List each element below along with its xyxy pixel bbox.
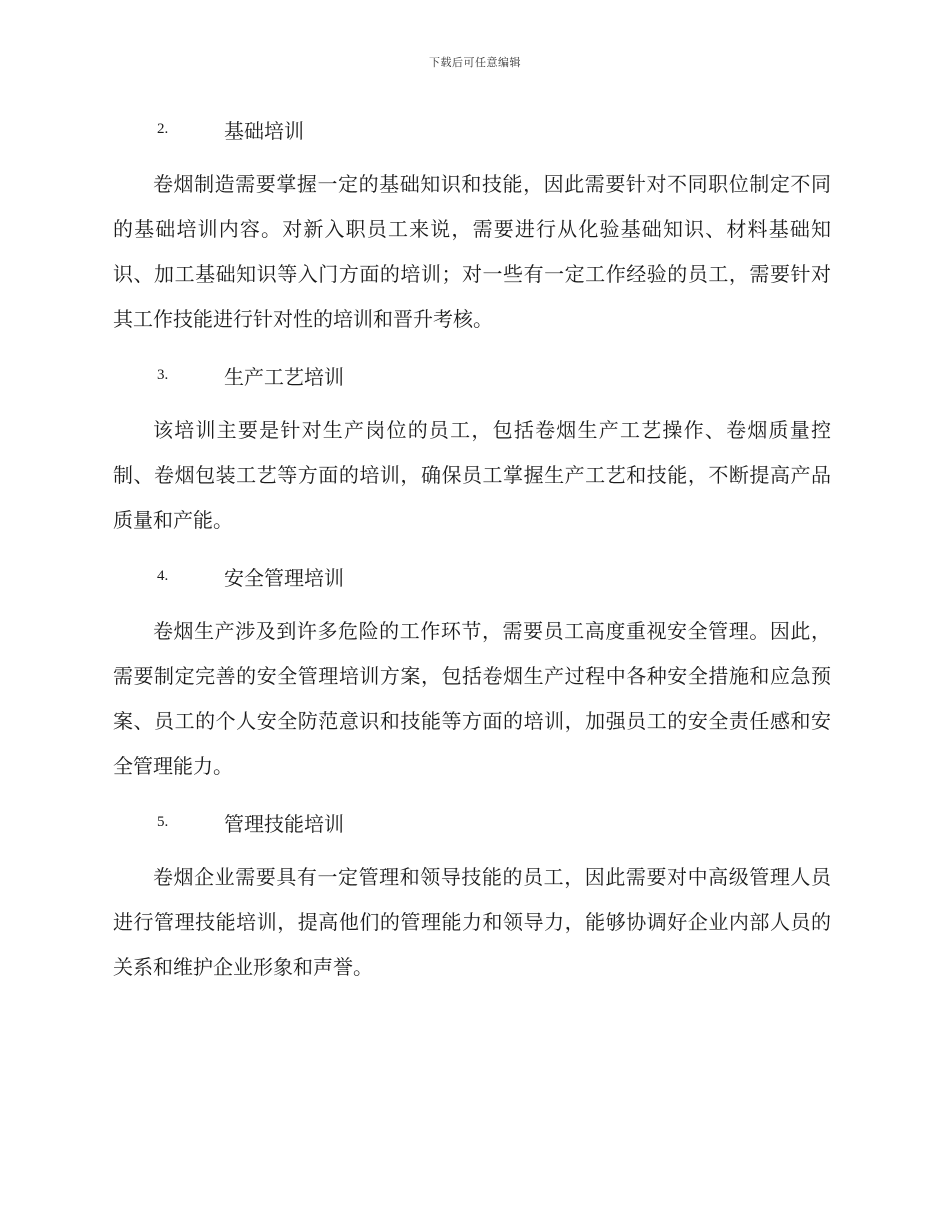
section-title: 管理技能培训 — [224, 811, 344, 836]
section-management-skills-training — [113, 801, 831, 990]
section-paragraph: 卷烟制造需要掌握一定的基础知识和技能，因此需要针对不同职位制定不同的基础培训内容。对新入职员工来说，需要进行从化验基础知识、材料基础知识、加工基础知识等入门方面的培训；对一些有一定工作经验的员工，需要针对其工作技能进行针对性的培训和晋升考核。 — [113, 172, 831, 331]
section-number: 4. — [157, 567, 169, 584]
section-basic-training — [113, 108, 831, 342]
section-heading — [113, 801, 831, 843]
section-number: 3. — [157, 366, 169, 383]
section-heading — [113, 354, 831, 396]
section-heading — [113, 555, 831, 597]
section-paragraph: 卷烟生产涉及到许多危险的工作环节，需要员工高度重视安全管理。因此，需要制定完善的安全管理培训方案，包括卷烟生产过程中各种安全措施和应急预案、员工的个人安全防范意识和技能等方面的培训，加强员工的安全责任感和安全管理能力。 — [113, 619, 831, 778]
section-title: 基础培训 — [224, 118, 304, 143]
section-title: 生产工艺培训 — [224, 364, 344, 389]
page-header-note: 下载后可任意编辑 — [429, 56, 521, 69]
document-body — [113, 108, 831, 1002]
section-number: 5. — [157, 813, 169, 830]
section-paragraph: 该培训主要是针对生产岗位的员工，包括卷烟生产工艺操作、卷烟质量控制、卷烟包装工艺等方面的培训，确保员工掌握生产工艺和技能，不断提高产品质量和产能。 — [113, 418, 831, 532]
section-paragraph: 卷烟企业需要具有一定管理和领导技能的员工，因此需要对中高级管理人员进行管理技能培训，提高他们的管理能力和领导力，能够协调好企业内部人员的关系和维护企业形象和声誉。 — [113, 865, 831, 979]
section-heading — [113, 108, 831, 150]
section-safety-management-training — [113, 555, 831, 789]
section-production-process-training — [113, 354, 831, 543]
section-title: 安全管理培训 — [224, 565, 344, 590]
section-number: 2. — [157, 120, 169, 137]
